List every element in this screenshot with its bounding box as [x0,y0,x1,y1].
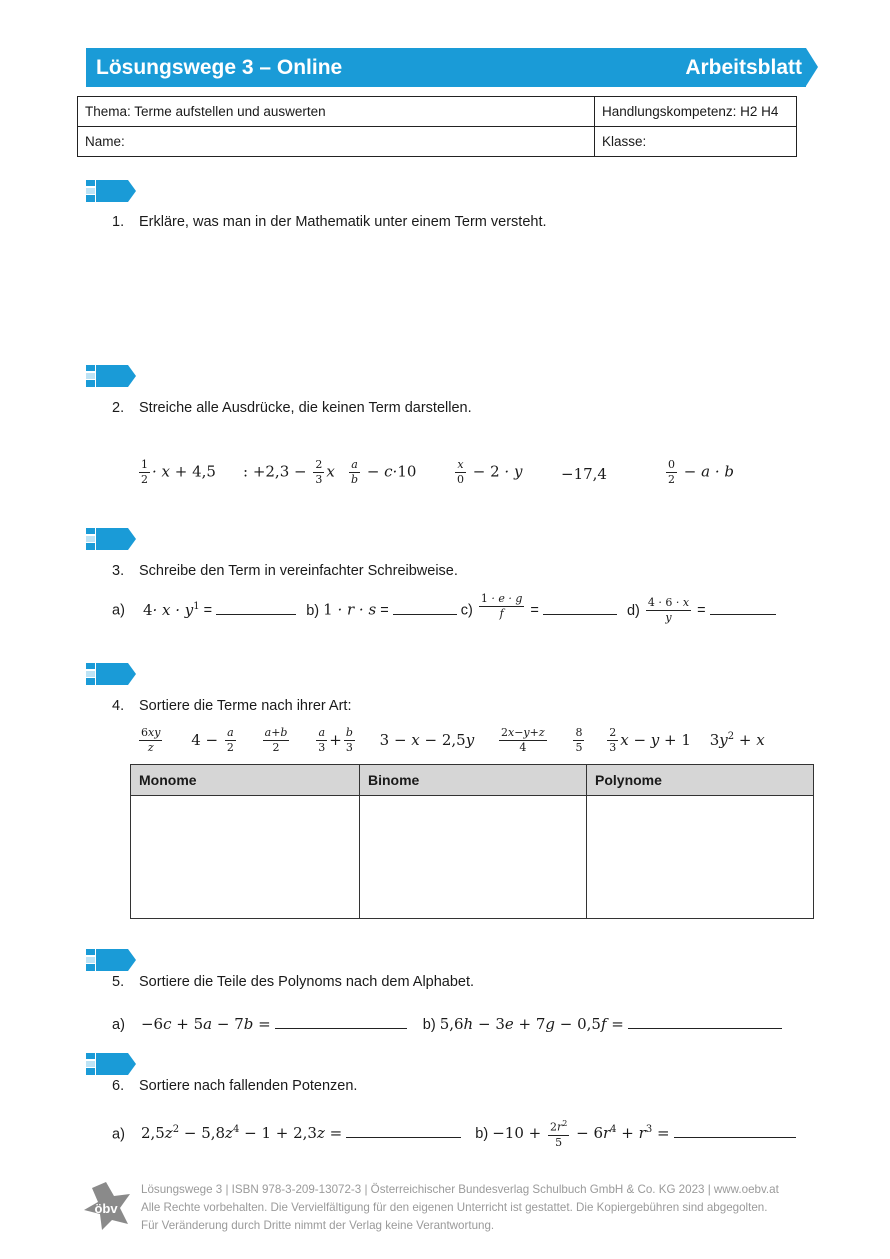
task-marker-1 [86,180,136,202]
task-number: 1. [112,214,125,230]
task-3c-expr: $\frac{1 \cdot e \cdot g}{f}$ [480,592,523,621]
footer-line-2: Alle Rechte vorbehalten. Die Vervielfältigung für den eigenen Unterricht ist gestattet. Die Kopiergebühren sind abgegolten. [141,1201,768,1214]
expr-1[interactable]: $\frac{1}{2}$ · x + 4,5 [141,458,216,487]
task-text: Erkläre, was man in der Mathematik unter einem Term versteht. [139,214,547,230]
task-3b-label: b) [306,602,320,619]
task-number: 2. [112,400,125,416]
term-row [137,727,765,754]
kompetenz-cell: Handlungskompetenz: H2 H4 [595,97,797,127]
term-7[interactable]: $\frac{8}{5}$ [575,726,583,755]
task-marker-4 [86,663,136,685]
task-6b-label: b) [475,1126,489,1143]
name-cell[interactable]: Name: [78,127,595,157]
term-5[interactable]: 3 − x − 2,5y [379,730,475,749]
task-marker-5 [86,949,136,971]
task-marker-3 [86,528,136,550]
sort-table [130,764,814,919]
task-2 [112,400,472,416]
task-3-items: a) $4\cdot x \cdot y^1 = b$) 1 · r · s = c) $\frac{1 \cdot e \cdot g}{f}$ = d) $\frac{4 \cdot 6 \cdot x}{y}$ = [112,597,776,624]
task-6 [112,1078,357,1094]
term-3[interactable]: $\frac{a+b}{2}$ [264,726,288,755]
task-3a-blank[interactable] [216,600,296,615]
task-5b-label: b) [422,1017,436,1033]
task-text: Streiche alle Ausdrücke, die keinen Term darstellen. [139,400,472,416]
cell-polynome[interactable] [587,796,814,919]
footer-text [141,1181,841,1235]
task-marker-6 [86,1053,136,1075]
expr-3[interactable]: $\frac{a}{b}$ − c·10 [351,458,417,487]
term-1[interactable]: $\frac{6xy}{z}$ [141,726,161,755]
task-3c-blank[interactable] [543,600,617,615]
task-6a-blank[interactable] [346,1123,461,1138]
term-9[interactable]: $3y^2 + x$ [709,730,765,749]
task-3a-label: a) [112,602,125,619]
term-4[interactable]: $\frac{a}{3}$ + $\frac{b}{3}$ [318,726,353,755]
header-label: Arbeitsblatt [685,56,802,79]
task-3 [112,563,458,579]
task-6b-expr: −10 + $\frac{2r^2}{5}$ − $6r^4 + r^3$ = [492,1119,670,1149]
task-6b-blank[interactable] [674,1123,796,1138]
task-3d-label: d) [626,602,640,619]
task-5a-blank[interactable] [275,1014,407,1029]
expr-6[interactable]: $\frac{0}{2}$ − a · b [668,458,734,487]
footer-line-1: Lösungswege 3 | ISBN 978-3-209-13072-3 | Österreichischer Bundesverlag Schulbuch GmbH & Co. KG 2023 | www.oebv.at [141,1183,779,1196]
task-5 [112,974,474,990]
task-3a-expr: $4\cdot x \cdot y^1$ [142,600,200,619]
klasse-cell[interactable]: Klasse: [595,127,797,157]
task-6a-expr: $2,5z^2 - 5,8z^4 - 1 + 2,3z$ = [140,1124,343,1143]
task-3b-blank[interactable] [393,600,457,615]
task-3c-label: c) [460,602,473,619]
task-5a-expr: −6c + 5a − 7b = [140,1015,271,1033]
task-text: Sortiere nach fallenden Potenzen. [139,1078,358,1094]
task-3b-expr: 1 · r · s [323,600,377,619]
task-3d-expr: $\frac{4 \cdot 6 \cdot x}{y}$ [647,596,690,625]
header-banner [86,48,806,87]
task-number: 5. [112,974,125,990]
logo-text: öbv [94,1201,118,1216]
task-number: 3. [112,563,125,579]
footer-line-3: Für Veränderung durch Dritte nimmt der Verlag keine Verantwortung. [141,1219,495,1232]
task-text: Sortiere die Teile des Polynoms nach dem Alphabet. [139,974,475,990]
task-5b-expr: 5,6h − 3e + 7g − 0,5f = [439,1015,624,1033]
header-monome: Monome [131,765,360,796]
task-text: Sortiere die Terme nach ihrer Art: [139,698,352,714]
task-6-items [112,1120,796,1149]
expr-2[interactable]: : +2,3 − $\frac{2}{3}$ x [243,458,335,487]
header-title: Lösungswege 3 – Online [96,56,343,79]
task-1 [112,214,547,230]
term-8[interactable]: $\frac{2}{3}$ x − y + 1 [609,726,691,755]
task-4 [112,698,352,714]
term-6[interactable]: $\frac{2x-y+z}{4}$ [501,726,545,755]
oebv-logo [80,1180,132,1232]
task-5-items [112,1014,782,1033]
task-3d-blank[interactable] [710,600,776,615]
header-polynome: Polynome [587,765,814,796]
task-number: 6. [112,1078,125,1094]
thema-cell: Thema: Terme aufstellen und auswerten [78,97,595,127]
cell-monome[interactable] [131,796,360,919]
task-text: Schreibe den Term in vereinfachter Schreibweise. [139,563,458,579]
info-table [77,96,797,157]
expr-5[interactable]: −17,4 [561,465,607,483]
task-5b-blank[interactable] [628,1014,782,1029]
expr-4[interactable]: $\frac{x}{0}$ − 2 · y [457,458,523,487]
task-5a-label: a) [112,1017,125,1033]
term-2[interactable]: 4 − $\frac{a}{2}$ [191,726,234,755]
task-6a-label: a) [112,1126,125,1143]
header-binome: Binome [360,765,587,796]
cell-binome[interactable] [360,796,587,919]
task-number: 4. [112,698,125,714]
task-marker-2 [86,365,136,387]
